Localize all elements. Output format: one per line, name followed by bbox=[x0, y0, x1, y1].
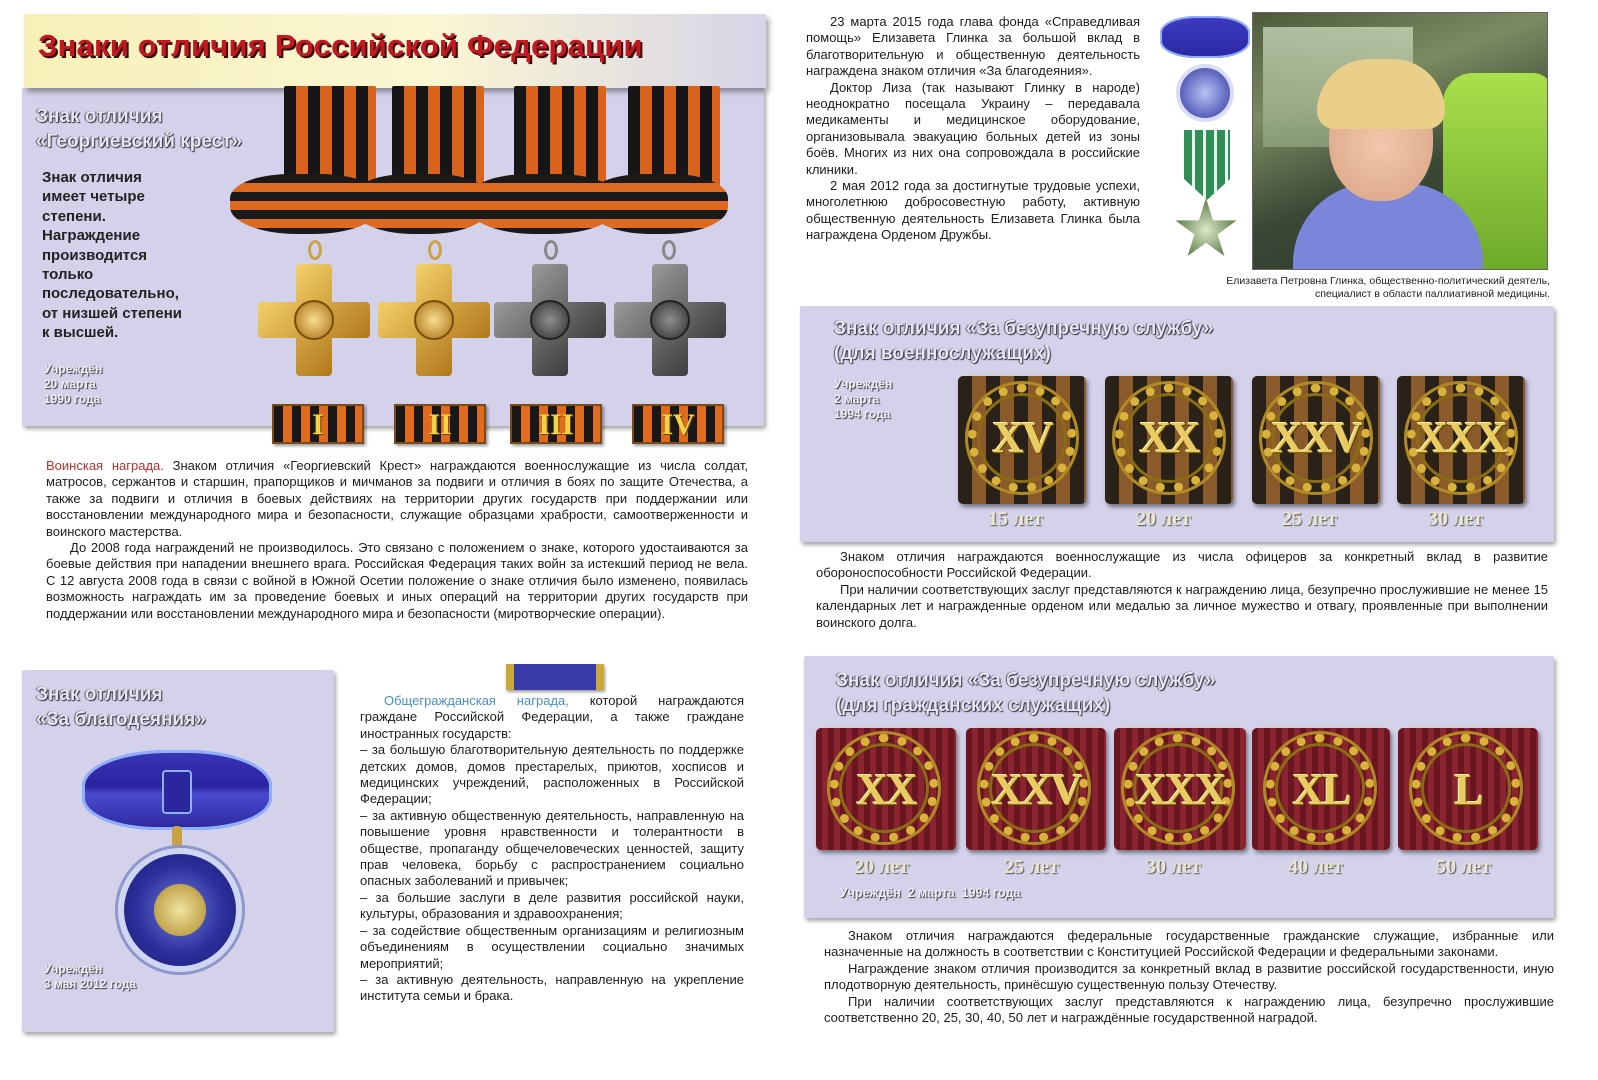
civil-p1: Знаком отличия награждаются федеральные государственные гражданские служащие, избранные или назначенные на должность в соответствии с Конституцией Российской Федерации и федеральными законами. bbox=[824, 928, 1554, 960]
military-badge bbox=[1252, 376, 1380, 504]
badge-numeral: XV bbox=[992, 413, 1052, 462]
george-lead: Воинская награда. bbox=[46, 458, 164, 473]
ring-4 bbox=[662, 240, 676, 260]
medal-knot bbox=[162, 770, 192, 814]
blue-bow bbox=[1160, 16, 1250, 58]
civil-heading-line1: Знак отличия «За безупречную службу» bbox=[836, 670, 1216, 691]
civil-years-label: 50 лет bbox=[1436, 856, 1491, 878]
civil-years-label: 40 лет bbox=[1288, 856, 1343, 878]
badge-numeral: XXV bbox=[991, 765, 1081, 814]
civil-years-label: 20 лет bbox=[854, 856, 909, 878]
george-desc-line: производится bbox=[42, 246, 148, 264]
george-heading-line1: Знак отличия bbox=[36, 106, 163, 127]
military-heading-line1: Знак отличия «За безупречную службу» bbox=[834, 318, 1214, 339]
george-text bbox=[46, 458, 748, 622]
charity-heading bbox=[36, 682, 206, 732]
military-heading-line2: (для военнослужащих) bbox=[834, 343, 1051, 364]
caption-line: специалист в области паллиативной медицины. bbox=[1314, 288, 1550, 300]
george-desc-line: Награждение bbox=[42, 227, 141, 245]
military-inst-line: 2 марта bbox=[834, 392, 880, 406]
military-inst-line: Учреждён bbox=[834, 377, 893, 391]
george-heading bbox=[36, 104, 242, 154]
george-description bbox=[42, 168, 242, 343]
charity-inst-line: Учреждён bbox=[44, 962, 103, 976]
charity-heading-line2: «За благодеяния» bbox=[36, 709, 206, 730]
george-desc-line: последовательно, bbox=[42, 285, 179, 303]
civil-badge bbox=[1114, 728, 1246, 850]
degree-plate-4 bbox=[632, 404, 724, 444]
george-desc-line: к высшей. bbox=[42, 324, 119, 342]
medal-pelican bbox=[154, 884, 206, 936]
degree-plate-1 bbox=[272, 404, 364, 444]
charity-inst-line: 3 мая 2012 года bbox=[44, 977, 137, 991]
cross-degree-2 bbox=[378, 264, 490, 376]
badge-numeral: XXX bbox=[1135, 765, 1225, 814]
military-years-label: 15 лет bbox=[988, 508, 1043, 530]
badge-numeral: XL bbox=[1292, 765, 1350, 814]
military-years-label: 30 лет bbox=[1428, 508, 1483, 530]
civil-heading bbox=[836, 668, 1215, 718]
charity-item: – за активную деятельность, направленную на укрепление института семьи и брака. bbox=[360, 971, 744, 1004]
military-badge bbox=[1105, 376, 1233, 504]
friendship-star bbox=[1174, 198, 1238, 262]
degree-numeral: III bbox=[538, 408, 574, 441]
george-desc-line: от низшей степени bbox=[42, 304, 182, 322]
military-p1: Знаком отличия награждаются военнослужащие из числа офицеров за конкретный вклад в развитие обороноспособности Российской Федерации. bbox=[816, 549, 1548, 581]
civil-badge bbox=[1398, 728, 1538, 850]
military-established bbox=[834, 377, 892, 422]
military-badge bbox=[1397, 376, 1525, 504]
badge-numeral: XX bbox=[1139, 413, 1199, 462]
military-inst-line: 1994 года bbox=[834, 407, 891, 421]
badge-numeral: XXV bbox=[1271, 413, 1361, 462]
charity-ribbon-bar bbox=[506, 664, 604, 690]
glinka-photo bbox=[1252, 12, 1548, 270]
badge-numeral: XXX bbox=[1416, 413, 1506, 462]
george-p2: До 2008 года награждений не производилось. Это связано с положением о знаке, которого удостаиваются за боевые действия при нападении внешнего врага. Российская Федерация таких войн за истекший период не вела. С 12 августа 2008 года в связи с войной в Южной Осетии положение о знаке отличия было изменено, появилась возможность награждать им за проведение боевых и иных операций на территории других государств при поддержании или восстановлении международного мира и безопасности (миротворческие операции). bbox=[46, 540, 748, 621]
ring-3 bbox=[544, 240, 558, 260]
glinka-caption bbox=[1150, 275, 1550, 301]
civil-p2: Награждение знаком отличия производится за конкретный вклад в развитие российской государственности, иную плодотворную деятельность, принёсшую существенную пользу Отечеству. bbox=[824, 960, 1554, 993]
charity-intro: которой награждаются граждане Российской Федерации, а также граждане иностранных государств: bbox=[360, 693, 745, 741]
title-banner bbox=[24, 14, 766, 88]
civil-years-label: 30 лет bbox=[1146, 856, 1201, 878]
charity-item: – за содействие общественным организациям и религиозным объединениям в осуществлении социально значимых мероприятий; bbox=[360, 922, 744, 971]
civil-text bbox=[824, 928, 1554, 1026]
glinka-p3: 2 мая 2012 года за достигнутые трудовые успехи, многолетнюю добросовестную работу, активную общественную деятельность Елизавета Глинка была награждена Орденом Дружбы. bbox=[806, 178, 1140, 243]
george-desc-line: имеет четыре bbox=[42, 188, 145, 206]
glinka-medals-image bbox=[1156, 10, 1252, 272]
ring-1 bbox=[308, 240, 322, 260]
civil-established: Учреждён 2 марта 1994 года bbox=[840, 886, 1021, 900]
cross-degree-4 bbox=[614, 264, 726, 376]
charity-item: – за активную общественную деятельность, направленную на повышение уровня нравственности и толерантности в обществе, пропаганду общечеловеческих ценностей, защиту прав человека, борьбу с распространением социально опасных заболеваний и привычек; bbox=[360, 807, 744, 889]
military-text bbox=[816, 549, 1548, 631]
george-desc-line: только bbox=[42, 266, 94, 284]
charity-item: – за большие заслуги в деле развития российской науки, культуры, образования и здравоохранения; bbox=[360, 889, 744, 922]
george-inst-line: Учреждён bbox=[44, 362, 103, 376]
charity-heading-line1: Знак отличия bbox=[36, 684, 163, 705]
george-crosses-image bbox=[228, 86, 764, 446]
civil-badge bbox=[816, 728, 956, 850]
caption-line: Елизавета Петровна Глинка, общественно-политический деятель, bbox=[1226, 275, 1550, 287]
george-inst-line: 1990 года bbox=[44, 392, 101, 406]
george-established bbox=[44, 362, 102, 407]
george-inst-line: 20 марта bbox=[44, 377, 96, 391]
military-years-label: 25 лет bbox=[1282, 508, 1337, 530]
glinka-p2: Доктор Лиза (так называют Глинку в народе) неоднократно посещала Украину – передавала медикаменты и медицинское оборудование, организовывала эвакуацию больных детей из зоны боёв. Многих из них она сопровождала в российские клиники. bbox=[806, 79, 1140, 177]
military-heading bbox=[834, 316, 1213, 366]
badge-numeral: L bbox=[1454, 765, 1482, 814]
military-badge bbox=[958, 376, 1086, 504]
military-years-label: 20 лет bbox=[1136, 508, 1191, 530]
photo-hair bbox=[1317, 59, 1445, 129]
civil-years-label: 25 лет bbox=[1004, 856, 1059, 878]
degree-plate-3 bbox=[510, 404, 602, 444]
degree-numeral: IV bbox=[661, 408, 695, 441]
badge-numeral: XX bbox=[856, 765, 916, 814]
cross-degree-1 bbox=[258, 264, 370, 376]
charity-text bbox=[360, 693, 744, 1005]
glinka-p1: 23 марта 2015 года глава фонда «Справедливая помощь» Елизавета Глинка за большой вклад в благотворительную и общественную деятельность награждена знаком отличия «За благодеяния». bbox=[806, 14, 1140, 79]
george-p1: Знаком отличия «Георгиевский Крест» награждаются военнослужащие из числа солдат, матросов, сержантов и старшин, прапорщиков и мичманов за подвиги и отличия в боях по защите Отечества, а также за подвиги и отличия в боевых действиях на территории других государств при поддержании или восстановлении международного мира и безопасности, служащие образцами храбрости, самоотверженности и воинского мастерства. bbox=[46, 458, 749, 539]
george-desc-line: степени. bbox=[42, 207, 106, 225]
civil-p3: При наличии соответствующих заслуг представляются к награждению лица, безупречно прослужившие соответственно 20, 25, 30, 40, 50 лет и награждённые государственной наградой. bbox=[824, 993, 1554, 1026]
charity-medal-image bbox=[78, 750, 278, 980]
george-heading-line2: «Георгиевский крест» bbox=[36, 131, 243, 152]
blue-medal bbox=[1176, 64, 1234, 122]
degree-numeral: I bbox=[312, 408, 324, 441]
glinka-text bbox=[806, 14, 1140, 244]
degree-numeral: II bbox=[428, 408, 452, 441]
cross-degree-3 bbox=[494, 264, 606, 376]
george-desc-line: Знак отличия bbox=[42, 169, 142, 186]
ribbon-bow-4 bbox=[588, 174, 728, 234]
charity-lead: Общегражданская награда, bbox=[384, 693, 569, 708]
civil-badge bbox=[1252, 728, 1390, 850]
ring-2 bbox=[428, 240, 442, 260]
green-ribbon bbox=[1184, 130, 1230, 200]
charity-established bbox=[44, 962, 136, 992]
civil-badge bbox=[966, 728, 1106, 850]
page-title: Знаки отличия Российской Федерации bbox=[38, 28, 643, 63]
military-p2: При наличии соответствующих заслуг представляются к награждению лица, безупречно прослужившие не менее 15 календарных лет и награжденные орденом или медалью за личное мужество и отвагу, проявленные при выполнении воинского долга. bbox=[816, 581, 1548, 630]
degree-plate-2 bbox=[394, 404, 486, 444]
civil-heading-line2: (для гражданских служащих) bbox=[836, 695, 1111, 716]
charity-item: – за большую благотворительную деятельность по поддержке детских домов, домов престарелых, приютов, хосписов и медицинских учреждений, расположенных в Российской Федерации; bbox=[360, 742, 744, 807]
